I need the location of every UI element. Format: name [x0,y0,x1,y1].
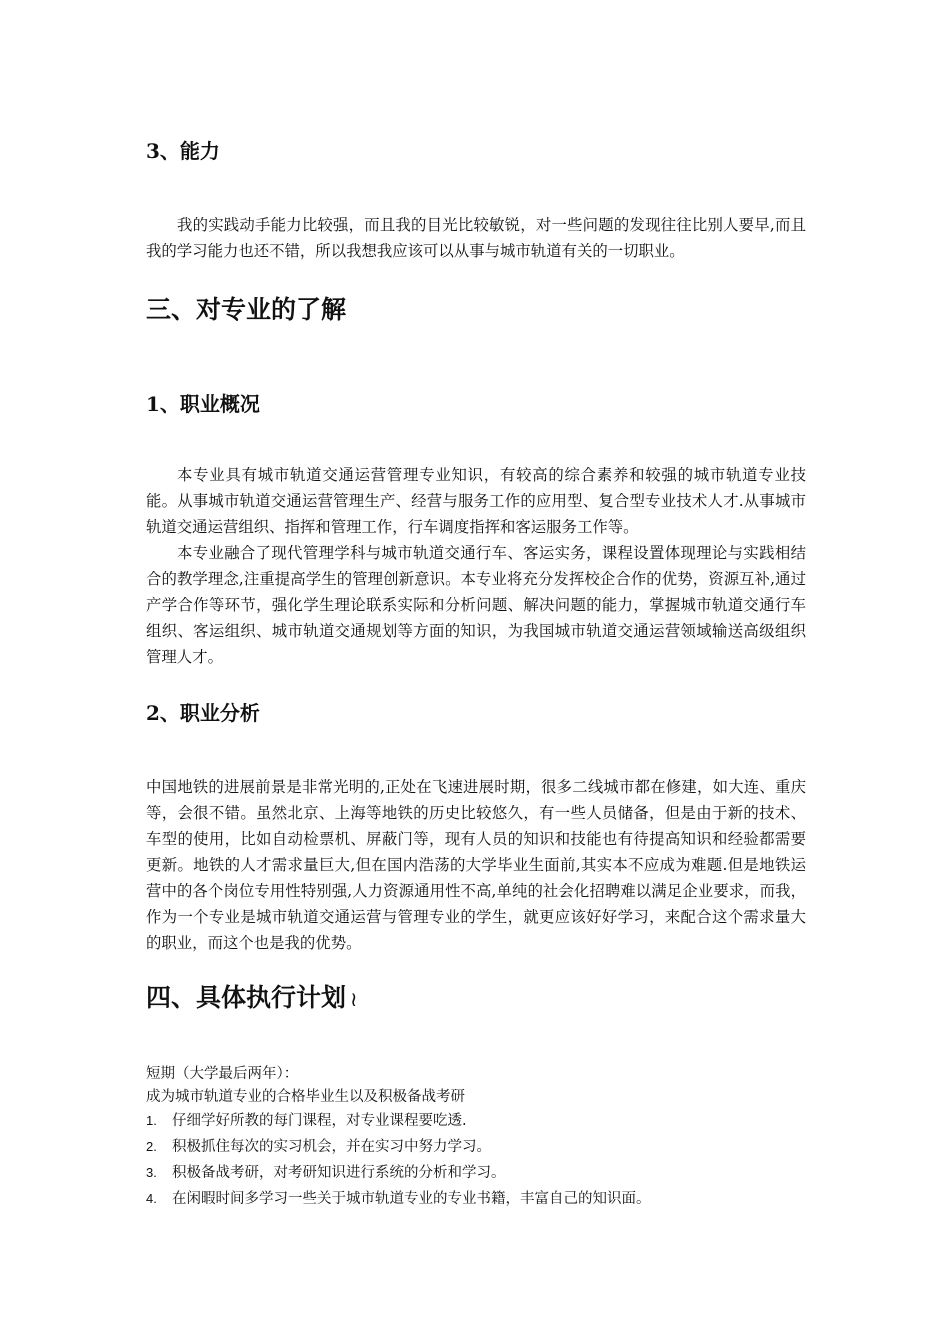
analysis-heading: 2、职业分析 [146,701,260,725]
overview-heading: 1、职业概况 [146,392,260,416]
plan-list-item [146,1163,506,1183]
major-heading: 三、对专业的了解 [146,295,347,324]
overview-paragraph-2: 本专业融合了现代管理学科与城市轨道交通行车、客运实务，课程设置体现理论与实践相结合的教学理念,注重提高学生的管理创新意识。本专业将充分发挥校企合作的优势，资源互补,通过产学合作等环节，强化学生理论联系实际和分析问题、解决问题的能力，掌握城市轨道交通行车组织、客运组织、城市轨道交通规划等方面的知识，为我国城市轨道交通运营领域输送高级组织管理人才。 [146,544,806,666]
plan-heading-mark: ≀ [350,987,358,1011]
list-text: 仔细学好所教的每门课程，对专业课程要吃透. [172,1113,467,1129]
list-number: 3. [146,1165,157,1180]
list-number: 2. [146,1139,157,1154]
ability-heading: 3、能力 [146,139,220,163]
plan-list-item [146,1137,491,1157]
plan-heading-text: 四、具体执行计划 [146,983,347,1012]
list-text: 在闲暇时间多学习一些关于城市轨道专业的专业书籍，丰富自己的知识面。 [172,1191,651,1207]
list-number: 4. [146,1191,157,1206]
analysis-paragraph: 中国地铁的进展前景是非常光明的,正处在飞速进展时期，很多二线城市都在修建，如大连、重庆等，会很不错。虽然北京、上海等地铁的历史比较悠久，有一些人员储备，但是由于新的技术、车型的使用，比如自动检票机、屏蔽门等，现有人员的知识和技能也有待提高知识和经验都需要更新。地铁的人才需求量巨大,但在国内浩荡的大学毕业生面前,其实本不应成为难题.但是地铁运营中的各个岗位专用性特别强,人力资源通用性不高,单纯的社会化招聘难以满足企业要求，而我，作为一个专业是城市轨道交通运营与管理专业的学生，就更应该好好学习，来配合这个需求量大的职业，而这个也是我的优势。 [146,778,806,952]
list-number: 1. [146,1113,157,1128]
short-term-label: 短期（大学最后两年）： [146,1066,299,1082]
list-text: 积极备战考研，对考研知识进行系统的分析和学习。 [172,1165,506,1181]
plan-list-item [146,1111,467,1131]
overview-paragraph-1: 本专业具有城市轨道交通运营管理专业知识，有较高的综合素养和较强的城市轨道专业技能。从事城市轨道交通运营管理生产、经营与服务工作的应用型、复合型专业技术人才.从事城市轨道交通运营组织、指挥和管理工作，行车调度指挥和客运服务工作等。 [146,466,806,536]
list-text: 积极抓住每次的实习机会，并在实习中努力学习。 [172,1139,491,1155]
plan-list-item [146,1189,651,1209]
plan-heading [146,983,358,1014]
short-term-goal: 成为城市轨道专业的合格毕业生以及积极备战考研 [146,1089,465,1105]
ability-paragraph: 我的实践动手能力比较强，而且我的目光比较敏锐，对一些问题的发现往往比别人要早,而且我的学习能力也还不错，所以我想我应该可以从事与城市轨道有关的一切职业。 [146,216,806,260]
